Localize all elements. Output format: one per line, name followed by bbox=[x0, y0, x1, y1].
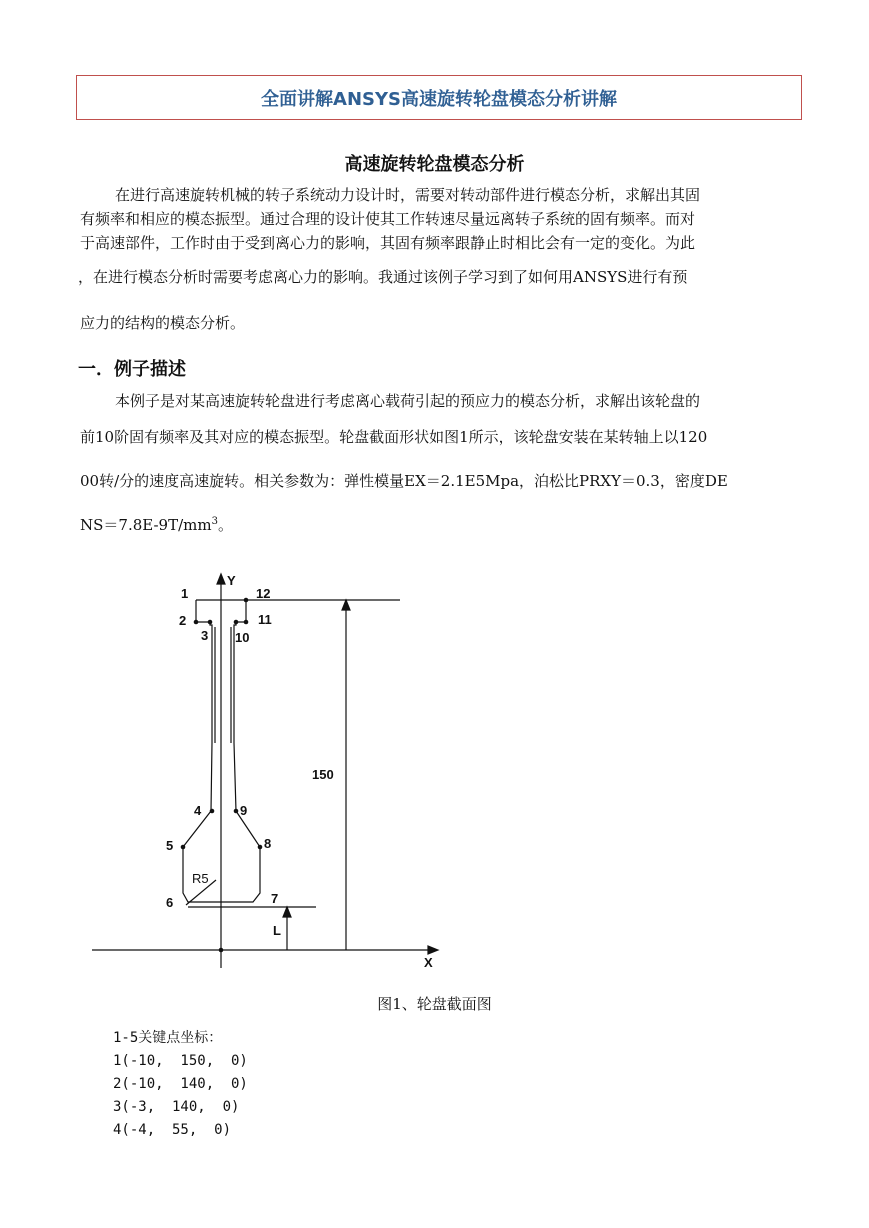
intro-line: ，在进行模态分析时需要考虑离心力的影响。我通过该例子学习到了如何用ANSYS进行有预 bbox=[78, 268, 688, 286]
figure-caption: 图1、轮盘截面图 bbox=[377, 995, 492, 1013]
point-label-4: 4 bbox=[194, 803, 202, 818]
point-label-6: 6 bbox=[166, 895, 174, 910]
y-axis-arrow bbox=[217, 574, 225, 584]
dim-L-label: L bbox=[273, 923, 281, 938]
keypoint-dot bbox=[244, 620, 249, 625]
origin-dot bbox=[219, 948, 224, 953]
intro-line: 有频率和相应的模态振型。通过合理的设计使其工作转速尽量远离转子系统的固有频率。而对 bbox=[80, 210, 696, 228]
dim-L-arrow bbox=[283, 907, 291, 917]
keypoint-dot bbox=[244, 598, 249, 603]
keypoint-dot bbox=[258, 845, 263, 850]
point-label-3: 3 bbox=[201, 628, 209, 643]
keypoint-dot bbox=[234, 620, 239, 625]
coords-heading: 1-5关键点坐标： bbox=[113, 1030, 223, 1046]
coord-item: 4(-4, 55, 0) bbox=[113, 1122, 232, 1138]
x-axis-label: X bbox=[424, 955, 433, 970]
dim-150-arrow bbox=[342, 600, 350, 610]
section-line: 本例子是对某高速旋转轮盘进行考虑离心载荷引起的预应力的模态分析，求解出该轮盘的 bbox=[115, 392, 701, 410]
period: 。 bbox=[217, 516, 233, 534]
disk-section-diagram bbox=[88, 568, 448, 973]
keypoint-dot bbox=[194, 620, 199, 625]
point-label-7: 7 bbox=[271, 891, 279, 906]
page-title: 高速旋转轮盘模态分析 bbox=[344, 154, 525, 175]
keypoint-dot bbox=[208, 620, 213, 625]
coord-item: 1(-10, 150, 0) bbox=[113, 1053, 248, 1069]
document-banner bbox=[76, 75, 802, 120]
intro-line: 于高速部件，工作时由于受到离心力的影响，其固有频率跟静止时相比会有一定的变化。为此 bbox=[80, 234, 696, 252]
coord-item: 2(-10, 140, 0) bbox=[113, 1076, 248, 1092]
section-line: 前10阶固有频率及其对应的模态振型。轮盘截面形状如图1所示，该轮盘安装在某转轴上以120 bbox=[80, 428, 708, 446]
point-label-5: 5 bbox=[166, 838, 174, 853]
point-label-12: 12 bbox=[256, 586, 271, 601]
section-line: 00转/分的速度高速旋转。相关参数为：弹性模量EX＝2.1E5Mpa，泊松比PRXY＝0.3，密度DE bbox=[80, 472, 728, 490]
point-label-1: 1 bbox=[181, 586, 189, 601]
banner-title: 全面讲解ANSYS高速旋转轮盘模态分析讲解 bbox=[261, 88, 617, 110]
keypoint-dot bbox=[210, 809, 215, 814]
keypoint-dot bbox=[181, 845, 186, 850]
intro-line: 应力的结构的模态分析。 bbox=[80, 314, 246, 332]
point-label-11: 11 bbox=[258, 612, 272, 627]
keypoint-coords bbox=[113, 1027, 248, 1142]
keypoint-dot bbox=[234, 809, 239, 814]
point-label-9: 9 bbox=[240, 803, 248, 818]
x-axis-arrow bbox=[428, 946, 438, 954]
y-axis-label: Y bbox=[227, 573, 236, 588]
intro-line: 在进行高速旋转机械的转子系统动力设计时，需要对转动部件进行模态分析，求解出其固 bbox=[115, 186, 701, 204]
coord-item: 3(-3, 140, 0) bbox=[113, 1099, 240, 1115]
radius-label: R5 bbox=[192, 871, 209, 886]
density-text: NS＝7.8E-9T/mm bbox=[80, 516, 212, 534]
section-heading: 一．例子描述 bbox=[78, 359, 186, 380]
section-line bbox=[80, 514, 800, 535]
point-label-8: 8 bbox=[264, 836, 272, 851]
dim-150-label: 150 bbox=[312, 767, 334, 782]
point-label-2: 2 bbox=[179, 613, 187, 628]
point-label-10: 10 bbox=[235, 630, 250, 645]
superscript: 3 bbox=[211, 516, 218, 527]
